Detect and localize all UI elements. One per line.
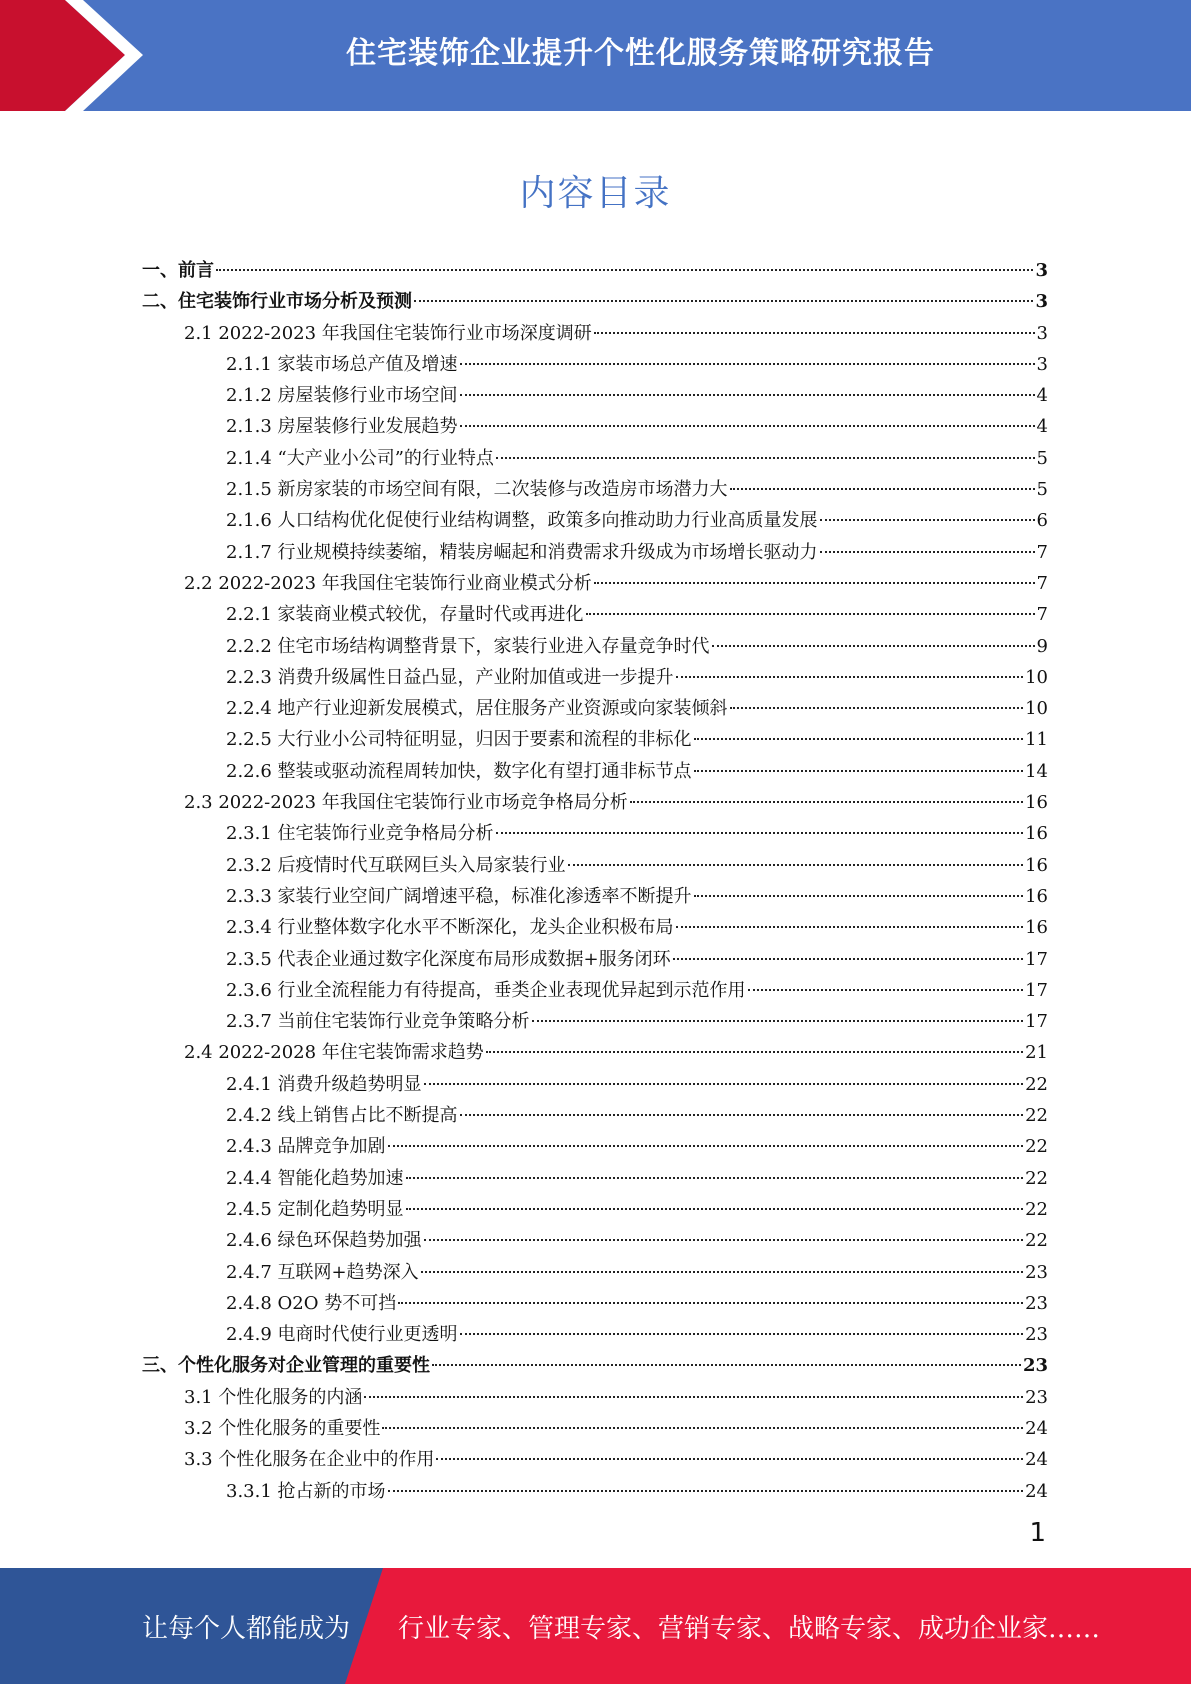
table-of-contents xyxy=(142,255,1048,1507)
toc-entry-text: 2.2.1 家装商业模式较优，存量时代或再进化 xyxy=(226,604,584,626)
toc-leader-dots xyxy=(216,269,1033,271)
toc-leader-dots xyxy=(460,1114,1024,1116)
toc-entry-text: 2.3.5 代表企业通过数字化深度布局形成数据+服务闭环 xyxy=(226,948,671,970)
toc-entry[interactable] xyxy=(142,787,1048,818)
toc-entry[interactable] xyxy=(142,1131,1048,1162)
toc-leader-dots xyxy=(398,1302,1023,1304)
toc-leader-dots xyxy=(388,1490,1024,1492)
toc-entry[interactable] xyxy=(142,662,1048,693)
toc-entry-text: 一、前言 xyxy=(142,260,214,281)
toc-leader-dots xyxy=(594,332,1035,334)
toc-leader-dots xyxy=(730,707,1024,709)
toc-leader-dots xyxy=(460,425,1035,427)
toc-entry[interactable] xyxy=(142,255,1048,286)
toc-entry-text: 2.1.3 房屋装修行业发展趋势 xyxy=(226,416,458,438)
toc-entry-text: 2.3.2 后疫情时代互联网巨头入局家装行业 xyxy=(226,854,566,876)
toc-leader-dots xyxy=(694,895,1024,897)
toc-entry-text: 2.4 2022-2028 年住宅装饰需求趋势 xyxy=(184,1042,484,1064)
toc-entry[interactable] xyxy=(142,1225,1048,1256)
toc-entry-page: 23 xyxy=(1022,1355,1048,1377)
footer-banner xyxy=(0,1568,1191,1684)
toc-entry[interactable] xyxy=(142,505,1048,536)
toc-leader-dots xyxy=(748,989,1024,991)
toc-leader-dots xyxy=(382,1427,1023,1429)
toc-leader-dots xyxy=(496,457,1035,459)
toc-entry-text: 2.1.1 家装市场总产值及增速 xyxy=(226,353,458,375)
toc-leader-dots xyxy=(712,645,1035,647)
toc-leader-dots xyxy=(586,613,1035,615)
toc-entry-page: 24 xyxy=(1025,1480,1048,1502)
toc-leader-dots xyxy=(424,1239,1024,1241)
toc-entry-text: 2.4.9 电商时代使行业更透明 xyxy=(226,1324,458,1346)
toc-entry-text: 2.3.7 当前住宅装饰行业竞争策略分析 xyxy=(226,1011,530,1033)
toc-entry[interactable] xyxy=(142,568,1048,599)
footer-slogan-left: 让每个人都能成为 xyxy=(142,1613,351,1644)
toc-entry[interactable] xyxy=(142,1444,1048,1475)
toc-leader-dots xyxy=(424,1083,1024,1085)
toc-entry-text: 2.1.7 行业规模持续萎缩，精装房崛起和消费需求升级成为市场增长驱动力 xyxy=(226,541,818,563)
toc-entry[interactable] xyxy=(142,693,1048,724)
toc-leader-dots xyxy=(486,1051,1023,1053)
toc-leader-dots xyxy=(820,519,1035,521)
toc-entry[interactable] xyxy=(142,944,1048,975)
toc-entry[interactable] xyxy=(142,1006,1048,1037)
toc-entry-page: 17 xyxy=(1025,979,1048,1001)
toc-entry-page: 4 xyxy=(1036,385,1048,407)
toc-entry-page: 24 xyxy=(1025,1417,1048,1439)
toc-entry-text: 2.4.8 O2O 势不可挡 xyxy=(226,1292,397,1314)
toc-entry[interactable] xyxy=(142,474,1048,505)
toc-entry-text: 2.3.1 住宅装饰行业竞争格局分析 xyxy=(226,823,494,845)
toc-entry[interactable] xyxy=(142,349,1048,380)
toc-entry-text: 2.4.1 消费升级趋势明显 xyxy=(226,1073,422,1095)
toc-entry-text: 2.4.3 品牌竞争加剧 xyxy=(226,1136,386,1158)
toc-entry[interactable] xyxy=(142,881,1048,912)
toc-entry[interactable] xyxy=(142,724,1048,755)
toc-entry-text: 2.1.4 “大产业小公司”的行业特点 xyxy=(226,447,494,469)
toc-entry-text: 2.4.7 互联网+趋势深入 xyxy=(226,1261,419,1283)
toc-leader-dots xyxy=(730,488,1035,490)
toc-entry-text: 2.4.2 线上销售占比不断提高 xyxy=(226,1105,458,1127)
toc-entry-page: 21 xyxy=(1025,1042,1048,1064)
toc-leader-dots xyxy=(364,1396,1023,1398)
toc-entry-text: 2.1.6 人口结构优化促使行业结构调整，政策多向推动助力行业高质量发展 xyxy=(226,510,818,532)
report-title: 住宅装饰企业提升个性化服务策略研究报告 xyxy=(346,36,935,71)
toc-entry-text: 2.2.4 地产行业迎新发展模式，居住服务产业资源或向家装倾斜 xyxy=(226,698,728,720)
toc-leader-dots xyxy=(414,300,1033,302)
toc-entry-text: 2.1 2022-2023 年我国住宅装饰行业市场深度调研 xyxy=(184,322,592,344)
toc-leader-dots xyxy=(694,738,1024,740)
toc-entry-page: 23 xyxy=(1025,1261,1048,1283)
toc-entry[interactable] xyxy=(142,631,1048,662)
toc-entry-text: 2.2.2 住宅市场结构调整背景下，家装行业进入存量竞争时代 xyxy=(226,635,710,657)
toc-entry-page: 22 xyxy=(1025,1198,1048,1220)
toc-entry[interactable] xyxy=(142,1257,1048,1288)
toc-entry-page: 4 xyxy=(1036,416,1048,438)
toc-leader-dots xyxy=(820,551,1035,553)
toc-entry[interactable] xyxy=(142,1476,1048,1507)
toc-entry-text: 3.2 个性化服务的重要性 xyxy=(184,1417,381,1439)
toc-entry-page: 16 xyxy=(1025,917,1048,939)
toc-entry[interactable] xyxy=(142,1288,1048,1319)
toc-entry-text: 2.2.6 整装或驱动流程周转加快，数字化有望打通非标节点 xyxy=(226,760,692,782)
toc-entry-page: 16 xyxy=(1025,885,1048,907)
toc-leader-dots xyxy=(496,832,1024,834)
toc-entry-page: 11 xyxy=(1025,729,1048,751)
toc-entry-page: 22 xyxy=(1025,1136,1048,1158)
toc-leader-dots xyxy=(568,864,1024,866)
toc-leader-dots xyxy=(460,363,1035,365)
toc-entry-page: 14 xyxy=(1025,760,1048,782)
toc-leader-dots xyxy=(676,926,1024,928)
toc-entry-text: 3.3.1 抢占新的市场 xyxy=(226,1480,386,1502)
toc-entry-text: 3.3 个性化服务在企业中的作用 xyxy=(184,1449,435,1471)
toc-entry-page: 5 xyxy=(1036,447,1048,469)
toc-entry[interactable] xyxy=(142,318,1048,349)
toc-entry-text: 2.4.6 绿色环保趋势加强 xyxy=(226,1230,422,1252)
toc-entry[interactable] xyxy=(142,1069,1048,1100)
toc-entry-text: 2.3.3 家装行业空间广阔增速平稳，标准化渗透率不断提升 xyxy=(226,885,692,907)
toc-entry-page: 3 xyxy=(1036,353,1048,375)
toc-entry[interactable] xyxy=(142,1319,1048,1350)
toc-entry-page: 5 xyxy=(1036,479,1048,501)
toc-leader-dots xyxy=(532,1020,1024,1022)
toc-leader-dots xyxy=(673,958,1023,960)
toc-entry-page: 7 xyxy=(1036,604,1048,626)
toc-entry-page: 9 xyxy=(1036,635,1048,657)
toc-entry-page: 23 xyxy=(1025,1292,1048,1314)
toc-entry-text: 2.3 2022-2023 年我国住宅装饰行业市场竞争格局分析 xyxy=(184,792,628,814)
toc-entry[interactable] xyxy=(142,1100,1048,1131)
toc-entry-text: 2.2 2022-2023 年我国住宅装饰行业商业模式分析 xyxy=(184,572,592,594)
toc-leader-dots xyxy=(388,1145,1024,1147)
toc-entry[interactable] xyxy=(142,411,1048,442)
toc-entry-text: 2.2.3 消费升级属性日益凸显，产业附加值或进一步提升 xyxy=(226,666,674,688)
toc-entry-page: 23 xyxy=(1025,1324,1048,1346)
toc-entry-text: 2.2.5 大行业小公司特征明显，归因于要素和流程的非标化 xyxy=(226,729,692,751)
toc-entry[interactable] xyxy=(142,443,1048,474)
toc-entry-page: 22 xyxy=(1025,1105,1048,1127)
toc-entry-text: 二、住宅装饰行业市场分析及预测 xyxy=(142,291,412,313)
toc-entry-page: 23 xyxy=(1025,1386,1048,1408)
toc-entry[interactable] xyxy=(142,599,1048,630)
toc-entry[interactable] xyxy=(142,818,1048,849)
toc-entry[interactable] xyxy=(142,537,1048,568)
toc-entry-page: 3 xyxy=(1036,322,1048,344)
toc-leader-dots xyxy=(460,394,1035,396)
toc-entry[interactable] xyxy=(142,1382,1048,1413)
toc-entry-page: 22 xyxy=(1025,1073,1048,1095)
toc-entry[interactable] xyxy=(142,1194,1048,1225)
toc-leader-dots xyxy=(432,1364,1021,1366)
toc-entry-text: 3.1 个性化服务的内涵 xyxy=(184,1386,363,1408)
footer-slogan-right: 行业专家、管理专家、营销专家、战略专家、成功企业家…… xyxy=(398,1613,1101,1644)
toc-entry-text: 2.4.4 智能化趋势加速 xyxy=(226,1167,404,1189)
toc-entry-page: 16 xyxy=(1025,854,1048,876)
toc-entry[interactable] xyxy=(142,756,1048,787)
toc-leader-dots xyxy=(421,1271,1023,1273)
toc-heading: 内容目录 xyxy=(519,173,672,214)
toc-entry[interactable] xyxy=(142,1037,1048,1068)
toc-leader-dots xyxy=(676,676,1024,678)
toc-leader-dots xyxy=(630,801,1023,803)
toc-leader-dots xyxy=(406,1208,1024,1210)
toc-leader-dots xyxy=(436,1458,1023,1460)
toc-entry[interactable] xyxy=(142,1350,1048,1381)
toc-leader-dots xyxy=(406,1177,1024,1179)
toc-entry-page: 6 xyxy=(1036,510,1048,532)
toc-leader-dots xyxy=(460,1333,1024,1335)
toc-entry-page: 22 xyxy=(1025,1167,1048,1189)
toc-entry-text: 2.1.5 新房家装的市场空间有限，二次装修与改造房市场潜力大 xyxy=(226,479,728,501)
toc-entry-text: 2.3.4 行业整体数字化水平不断深化，龙头企业积极布局 xyxy=(226,917,674,939)
toc-entry[interactable] xyxy=(142,286,1048,317)
toc-entry-page: 17 xyxy=(1025,948,1048,970)
toc-entry-page: 22 xyxy=(1025,1230,1048,1252)
toc-entry-page: 10 xyxy=(1025,698,1048,720)
toc-entry-page: 7 xyxy=(1036,572,1048,594)
toc-entry-page: 24 xyxy=(1025,1449,1048,1471)
toc-entry[interactable] xyxy=(142,975,1048,1006)
toc-entry-text: 三、个性化服务对企业管理的重要性 xyxy=(142,1355,430,1377)
toc-entry[interactable] xyxy=(142,1163,1048,1194)
toc-entry[interactable] xyxy=(142,912,1048,943)
toc-leader-dots xyxy=(594,582,1035,584)
toc-entry-page: 3 xyxy=(1035,260,1048,281)
header-arrow-decoration xyxy=(0,0,160,111)
toc-entry-text: 2.1.2 房屋装修行业市场空间 xyxy=(226,385,458,407)
toc-entry[interactable] xyxy=(142,850,1048,881)
toc-entry[interactable] xyxy=(142,380,1048,411)
toc-entry-page: 10 xyxy=(1025,666,1048,688)
toc-entry-text: 2.3.6 行业全流程能力有待提高，垂类企业表现优异起到示范作用 xyxy=(226,979,746,1001)
toc-entry[interactable] xyxy=(142,1413,1048,1444)
page-number: 1 xyxy=(1029,1518,1046,1548)
header-banner xyxy=(0,0,1191,111)
toc-entry-page: 7 xyxy=(1036,541,1048,563)
toc-entry-page: 17 xyxy=(1025,1011,1048,1033)
toc-entry-text: 2.4.5 定制化趋势明显 xyxy=(226,1198,404,1220)
toc-entry-page: 16 xyxy=(1025,792,1048,814)
toc-entry-page: 3 xyxy=(1035,291,1048,313)
toc-entry-page: 16 xyxy=(1025,823,1048,845)
toc-leader-dots xyxy=(694,770,1024,772)
